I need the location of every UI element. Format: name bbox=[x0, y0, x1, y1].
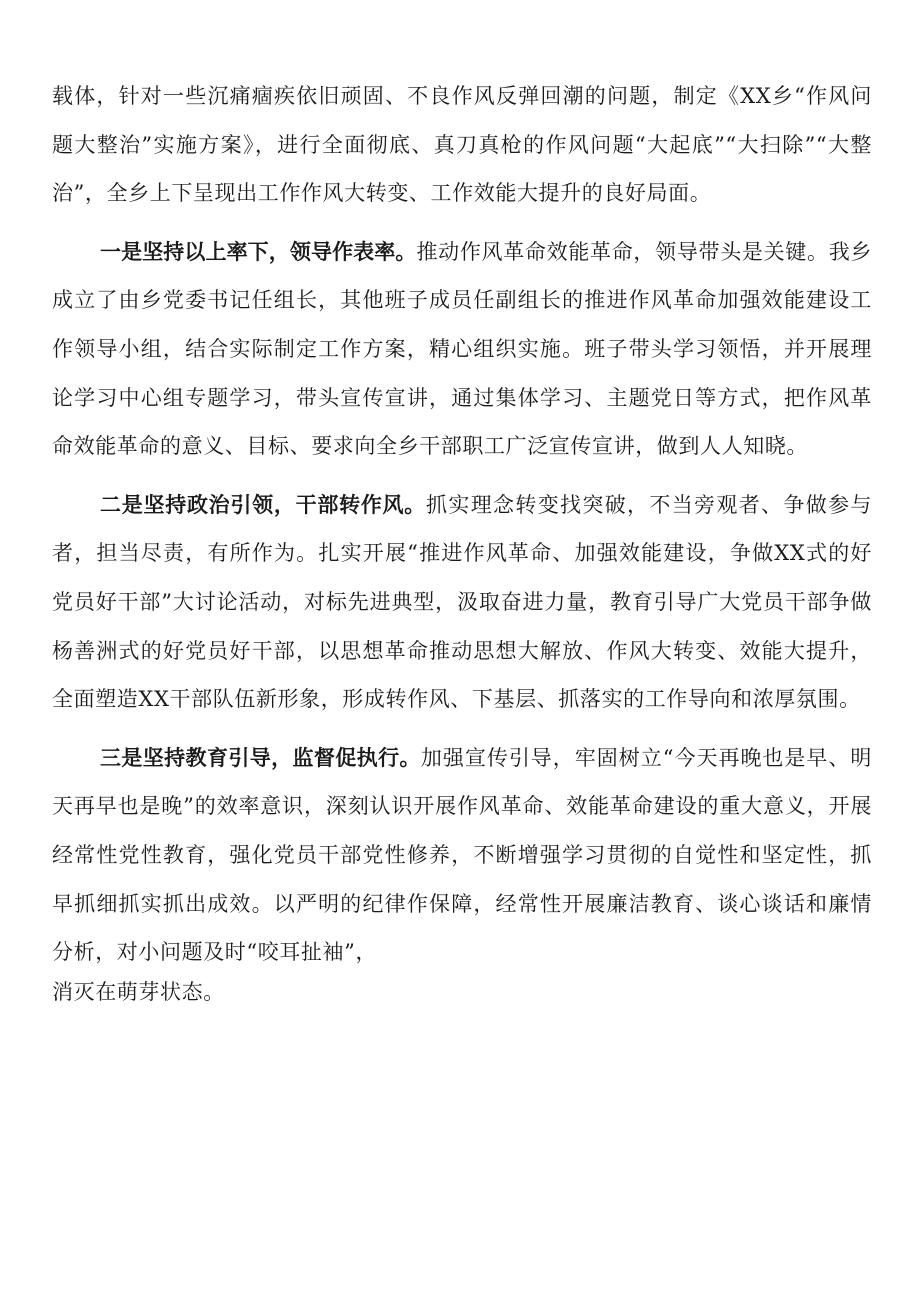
intro-paragraph: 载体，针对一些沉痛痼疾依旧顽固、不良作风反弹回潮的问题，制定《XX乡“作风问题大整治”实施方案》，进行全面彻底、真刀真枪的作风问题“大起底”“大扫除”“大整治”，全乡上下呈现出工作作风大转变、工作效能大提升的良好局面。 bbox=[52, 84, 872, 206]
document-page bbox=[52, 72, 872, 1007]
section-paragraph-2 bbox=[52, 481, 872, 724]
section-body-1: 推动作风革命效能革命，领导带头是关键。我乡成立了由乡党委书记任组长，其他班子成员任副组长的推进作风革命加强效能建设工作领导小组，结合实际制定工作方案，精心组织实施。班子带头学习领悟，并开展理论学习中心组专题学习，带头宣传宣讲，通过集体学习、主题党日等方式，把作风革命效能革命的意义、目标、要求向全乡干部职工广泛宣传宣讲，做到人人知晓。 bbox=[52, 239, 872, 459]
paragraph-gap bbox=[52, 471, 872, 481]
section-body-3: 加强宣传引导，牢固树立“今天再晚也是早、明天再早也是晚”的效率意识，深刻认识开展作风革命、效能革命建设的重大意义，开展经常性党性教育，强化党员干部党性修养，不断增强学习贯彻的自觉性和坚定性，抓早抓细抓实抓出成效。以严明的纪律作保障，经常性开展廉洁教育、谈心谈话和廉情分析，对小问题及时“咬耳扯袖”， bbox=[52, 745, 872, 965]
section-paragraph-1 bbox=[52, 228, 872, 471]
section-heading-1: 一是坚持以上率下，领导作表率。 bbox=[100, 239, 417, 264]
paragraph-gap bbox=[52, 724, 872, 734]
section-paragraph-3 bbox=[52, 734, 872, 977]
section-body-2: 抓实理念转变找突破，不当旁观者、争做参与者，担当尽责，有所作为。扎实开展“推进作风革命、加强效能建设，争做XX式的好党员好干部”大讨论活动，对标先进典型，汲取奋进力量，教育引导广大党员干部争做杨善洲式的好党员好干部，以思想革命推动思想大解放、作风大转变、效能大提升，全面塑造XX干部队伍新形象，形成转作风、下基层、抓落实的工作导向和浓厚氛围。 bbox=[52, 492, 872, 712]
paragraph-gap bbox=[52, 218, 872, 228]
section-heading-3: 三是坚持教育引导，监督促执行。 bbox=[100, 745, 421, 770]
closing-line: 消灭在萌芽状态。 bbox=[52, 979, 225, 1004]
section-heading-2: 二是坚持政治引领，干部转作风。 bbox=[100, 492, 427, 517]
